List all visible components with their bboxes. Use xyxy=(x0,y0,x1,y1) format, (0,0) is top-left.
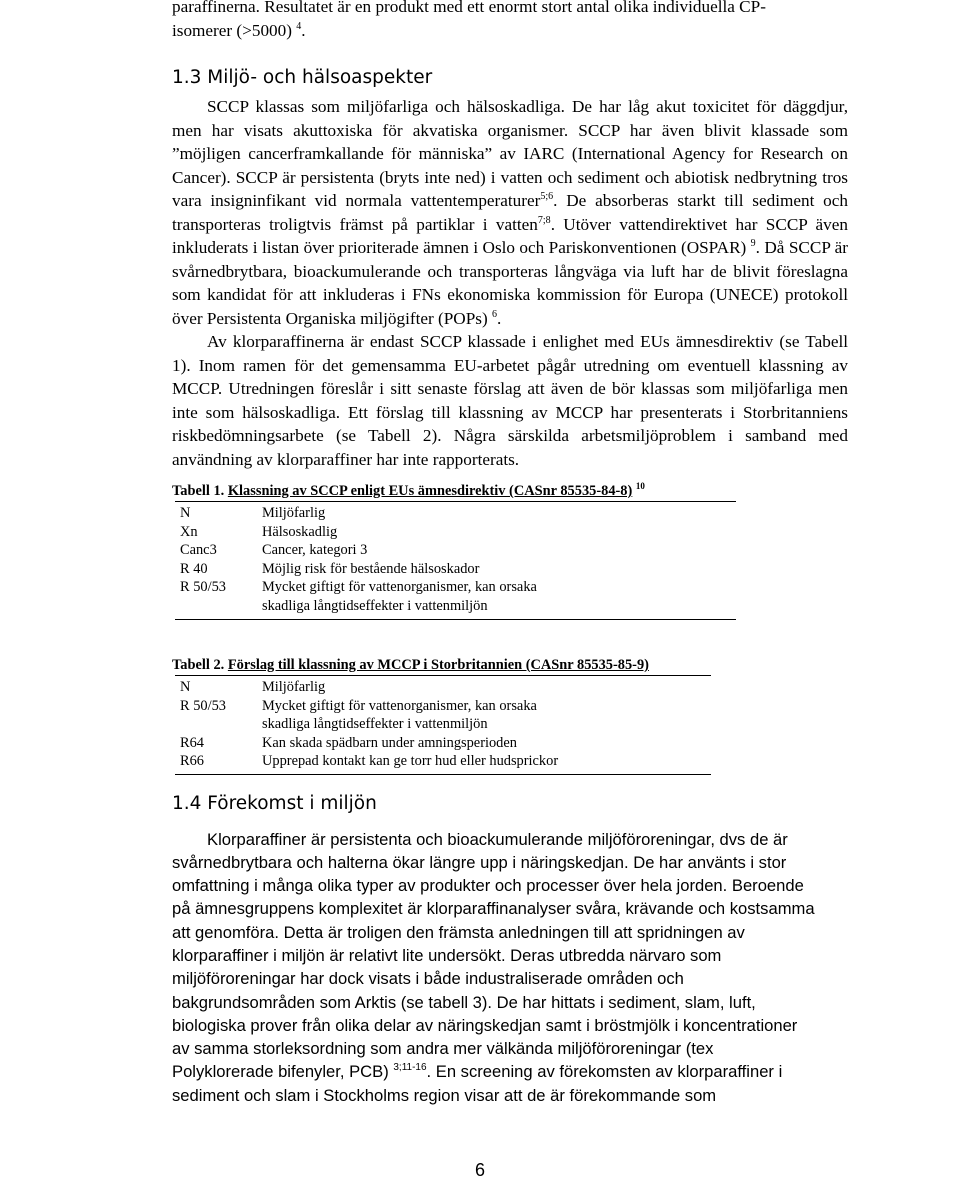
table-row xyxy=(175,541,736,560)
footnote-ref: 10 xyxy=(635,481,645,491)
risk-code: R 50/53 xyxy=(180,579,226,595)
risk-code: R 40 xyxy=(180,560,208,577)
risk-description: Kan skada spädbarn under amningsperioden xyxy=(262,734,517,751)
text-segment: . Då SCCP är svårnedbrytbara, bioackumulerande och transporteras långväga via luft har de blivit föreslagna som kandidat för att inkluderas i FNs ekonomiska kommission för Europa (UNECE) protokoll över Persistenta Organiska miljögifter (POPs) xyxy=(172,238,848,328)
risk-description: Upprepad kontakt kan ge torr hud eller hudsprickor xyxy=(262,753,559,769)
table-row xyxy=(175,752,711,771)
occurrence-paragraph xyxy=(172,828,848,1108)
text-line: omfattning i många olika typer av produkter och processer över hela jorden. Beroende xyxy=(172,876,804,896)
table-2-title: Förslag till klassning av MCCP i Storbritannien (CASnr 85535-85-9) xyxy=(227,657,649,673)
table-1-caption xyxy=(172,483,848,500)
risk-code xyxy=(175,597,262,616)
risk-code xyxy=(175,715,262,734)
risk-description: Mycket giftigt för vattenorganismer, kan orsaka xyxy=(262,697,537,714)
table-row xyxy=(175,678,711,697)
classification-table-sccp xyxy=(175,501,736,620)
table-row xyxy=(175,697,711,716)
risk-description: skadliga långtidseffekter i vattenmiljön xyxy=(262,597,488,614)
text-segment: SCCP klassas som miljöfarliga och hälsoskadliga. De har låg akut toxicitet för däggdjur, men har visats akuttoxiska för akvatiska organismer. SCCP har även blivit klassade som ”möjligen cancerframkallande för människa” av IARC (International Agency for Research on Cancer). SCCP är persistenta (bryts inte ned) i vatten och sediment och abiotisk nedbrytning tros vara insigninfikant vid normala vattentemperaturer xyxy=(172,97,848,210)
text-line: bakgrundsområden som Arktis (se tabell 3). De har hittats i sediment, slam, luft, xyxy=(172,992,756,1012)
footnote-ref: 9 xyxy=(750,238,756,249)
table-1-label: Tabell 1. xyxy=(172,483,225,499)
table-row xyxy=(175,523,736,542)
risk-description: Hälsoskadlig xyxy=(262,523,338,540)
text-line: att genomföra. Detta är troligen den främsta anledningen till att spridningen av xyxy=(172,922,745,942)
risk-description: skadliga långtidseffekter i vattenmiljön xyxy=(262,716,488,732)
text-segment: . xyxy=(497,308,502,328)
health-aspects-paragraph xyxy=(172,95,848,330)
risk-code: R66 xyxy=(180,753,204,769)
intro-line-2: isomerer (>5000) xyxy=(172,20,297,40)
footnote-ref: 6 xyxy=(492,308,497,320)
text-line: sediment och slam i Stockholms region visar att de är förekommande som xyxy=(172,1085,717,1105)
risk-code: N xyxy=(180,505,191,521)
text-line: på ämnesgruppens komplexitet är klorparaffinanalyser svåra, krävande och kostsamma xyxy=(172,899,815,919)
table-row xyxy=(175,560,736,579)
classification-paragraph: Av klorparaffinerna är endast SCCP klassade i enlighet med EUs ämnesdirektiv (se Tabell 1). Inom ramen för det gemensamma EU-arbetet pågår utredning om eventuell klassning av MCCP. Utredningen föreslår i sitt senaste förslag att även de bör klassas som miljöfarliga men inte som hälsoskadliga. Ett förslag till klassning av MCCP har presenterats i Storbritanniens riskbedömningsarbete (se Tabell 2). Några särskilda arbetsmiljöproblem i samband med användning av klorparaffiner har inte rapporterats. xyxy=(172,332,848,469)
section-heading-1-4: 1.4 Förekomst i miljön xyxy=(172,792,377,814)
risk-description: Möjlig risk för bestående hälsoskador xyxy=(262,560,480,577)
table-row xyxy=(175,597,736,616)
text-segment: . Utöver vattendirektivet har SCCP även inkluderats i listan över prioriterade ämnen i Oslo och Pariskonventionen (OSPAR) xyxy=(172,214,848,257)
page-number: 6 xyxy=(474,1160,485,1180)
table-1-title: Klassning av SCCP enligt EUs ämnesdirektiv (CASnr 85535-84-8) xyxy=(227,483,633,499)
table-row xyxy=(175,578,736,597)
risk-description: Miljöfarlig xyxy=(262,679,326,695)
text-line: biologiska prover från olika delar av näringskedjan samt i bröstmjölk i koncentrationer xyxy=(172,1015,798,1035)
risk-description: Miljöfarlig xyxy=(262,505,326,521)
footnote-ref: 4 xyxy=(296,20,302,32)
risk-code: R64 xyxy=(180,734,204,751)
classification-table-mccp xyxy=(175,675,711,775)
table-row xyxy=(175,504,736,523)
footnote-ref: 5;6 xyxy=(540,191,554,202)
intro-line-1: paraffinerna. Resultatet är en produkt med ett enormt stort antal olika individuella CP- xyxy=(172,0,766,16)
text-line: Klorparaffiner är persistenta och bioackumulerande miljöföroreningar, dvs de är xyxy=(207,829,788,849)
risk-description: Mycket giftigt för vattenorganismer, kan orsaka xyxy=(262,579,537,595)
risk-code: N xyxy=(180,679,191,695)
intro-paragraph: paraffinerna. Resultatet är en produkt med ett enormt stort antal olika individuella CP- isomerer (>5000) $^4$. xyxy=(172,0,848,42)
footnote-ref: 3;11-16 xyxy=(393,1062,427,1074)
risk-description: Cancer, kategori 3 xyxy=(262,542,368,558)
text-line: av samma storleksordning som andra mer välkända miljöföroreningar (tex xyxy=(172,1039,714,1059)
section-heading-1-3: 1.3 Miljö- och hälsoaspekter xyxy=(172,67,433,88)
risk-code: R 50/53 xyxy=(180,697,226,714)
table-2-label: Tabell 2. xyxy=(172,657,225,673)
text-line: svårnedbrytbara och halterna ökar längre upp i näringskedjan. De har använts i stor xyxy=(172,852,787,872)
text-line: miljöföroreningar har dock visats i både industraliserade områden och xyxy=(172,969,684,989)
text-line: Polyklorerade bifenyler, PCB) $^{3;11-16}$. En screening av förekomsten av klorparaffiner i xyxy=(172,1062,783,1082)
text-line: klorparaffiner i miljön är relativt lite undersökt. Deras utbredda närvaro som xyxy=(172,945,722,965)
risk-code: Canc3 xyxy=(180,542,217,558)
document-page xyxy=(172,0,848,1107)
table-row xyxy=(175,734,711,753)
risk-code: Xn xyxy=(180,523,198,540)
text-segment: . De absorberas starkt till sediment och transporteras troligtvis främst på partiklar i vatten xyxy=(172,191,848,234)
table-2-caption xyxy=(172,657,848,674)
footnote-ref: 7;8 xyxy=(537,214,551,226)
table-row xyxy=(175,715,711,734)
